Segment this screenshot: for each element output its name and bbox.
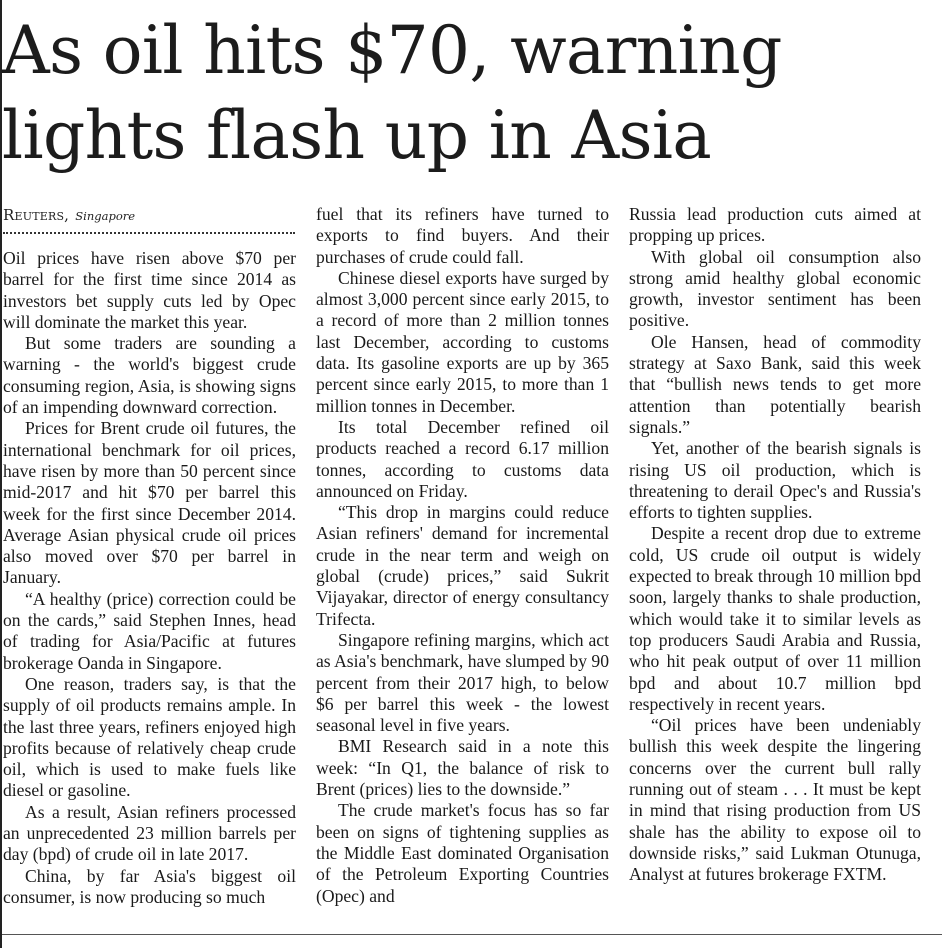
article-column-3 bbox=[629, 204, 921, 886]
paragraph: With global oil consumption also strong amid healthy global economic growth, investor sentiment has been positive. bbox=[629, 246, 921, 331]
paragraph: Chinese diesel exports have surged by almost 3,000 percent since early 2015, to a record of more than 2 million tonnes last December, according to customs data. Its gasoline exports are up by 365 percent since early 2015, to more than 1 million tonnes in December. bbox=[316, 267, 609, 416]
article-column-1 bbox=[3, 248, 296, 908]
paragraph: Yet, another of the bearish signals is rising US oil production, which is threatening to derail Opec's and Russia's efforts to tighten supplies. bbox=[629, 438, 921, 523]
headline: As oil hits $70, warning lights flash up in Asia bbox=[2, 12, 782, 174]
byline-agency: Reuters, bbox=[3, 206, 70, 224]
paragraph: Despite a recent drop due to extreme cold, US crude oil output is widely expected to break through 10 million bpd soon, largely thanks to shale production, which would take it to similar levels as top producers Saudi Arabia and Russia, who hit peak output of over 11 million bpd and about 10.7 million bpd respectively in recent years. bbox=[629, 523, 921, 714]
bottom-rule bbox=[2, 934, 942, 935]
paragraph: China, by far Asia's biggest oil consumer, is now producing so much bbox=[3, 865, 296, 907]
paragraph: BMI Research said in a note this week: “In Q1, the balance of risk to Brent (prices) lies to the downside.” bbox=[316, 736, 609, 800]
byline-dotted-rule bbox=[3, 232, 295, 234]
byline-place: Singapore bbox=[75, 209, 136, 223]
paragraph: Prices for Brent crude oil futures, the international benchmark for oil prices, have risen by more than 50 percent since mid-2017 and hit $70 per barrel this week for the first since December 2014. Average Asian physical crude oil prices also moved over $70 per barrel in January. bbox=[3, 418, 296, 588]
paragraph: But some traders are sounding a warning - the world's biggest crude consuming region, Asia, is showing signs of an impending downward correction. bbox=[3, 333, 296, 418]
paragraph: Russia lead production cuts aimed at propping up prices. bbox=[629, 204, 921, 246]
paragraph: “A healthy (price) correction could be on the cards,” said Stephen Innes, head of trading for Asia/Pacific at futures brokerage Oanda in Singapore. bbox=[3, 588, 296, 673]
paragraph: Its total December refined oil products reached a record 6.17 million tonnes, according to customs data announced on Friday. bbox=[316, 416, 609, 501]
paragraph: As a result, Asian refiners processed an unprecedented 23 million barrels per day (bpd) of crude oil in late 2017. bbox=[3, 801, 296, 865]
paragraph: The crude market's focus has so far been on signs of tightening supplies as the Middle East dominated Organisation of the Petroleum Exporting Countries (Opec) and bbox=[316, 800, 609, 906]
paragraph: One reason, traders say, is that the supply of oil products remains ample. In the last three years, refiners enjoyed high profits because of relatively cheap crude oil, which is used to make fuels like diesel or gasoline. bbox=[3, 673, 296, 801]
byline bbox=[3, 206, 296, 224]
paragraph: “Oil prices have been undeniably bullish this week despite the lingering concerns over the current bull rally running out of steam . . . It must be kept in mind that rising production from US shale has the ability to expose oil to downside risks,” said Lukman Otunuga, Analyst at futures brokerage FXTM. bbox=[629, 715, 921, 885]
paragraph: fuel that its refiners have turned to exports to find buyers. And their purchases of crude could fall. bbox=[316, 204, 609, 267]
article-column-2 bbox=[316, 204, 609, 907]
paragraph: Ole Hansen, head of commodity strategy at Saxo Bank, said this week that “bullish news tends to get more attention than potentially bearish signals.” bbox=[629, 331, 921, 437]
paragraph: Oil prices have risen above $70 per barrel for the first time since 2014 as investors bet supply cuts led by Opec will dominate the market this year. bbox=[3, 248, 296, 332]
paragraph: “This drop in margins could reduce Asian refiners' demand for incremental crude in the near term and weigh on global (crude) prices,” said Sukrit Vijayakar, director of energy consultancy Trifecta. bbox=[316, 502, 609, 629]
paragraph: Singapore refining margins, which act as Asia's benchmark, have slumped by 90 percent from their 2017 high, to below $6 per barrel this week - the lowest seasonal level in five years. bbox=[316, 629, 609, 736]
